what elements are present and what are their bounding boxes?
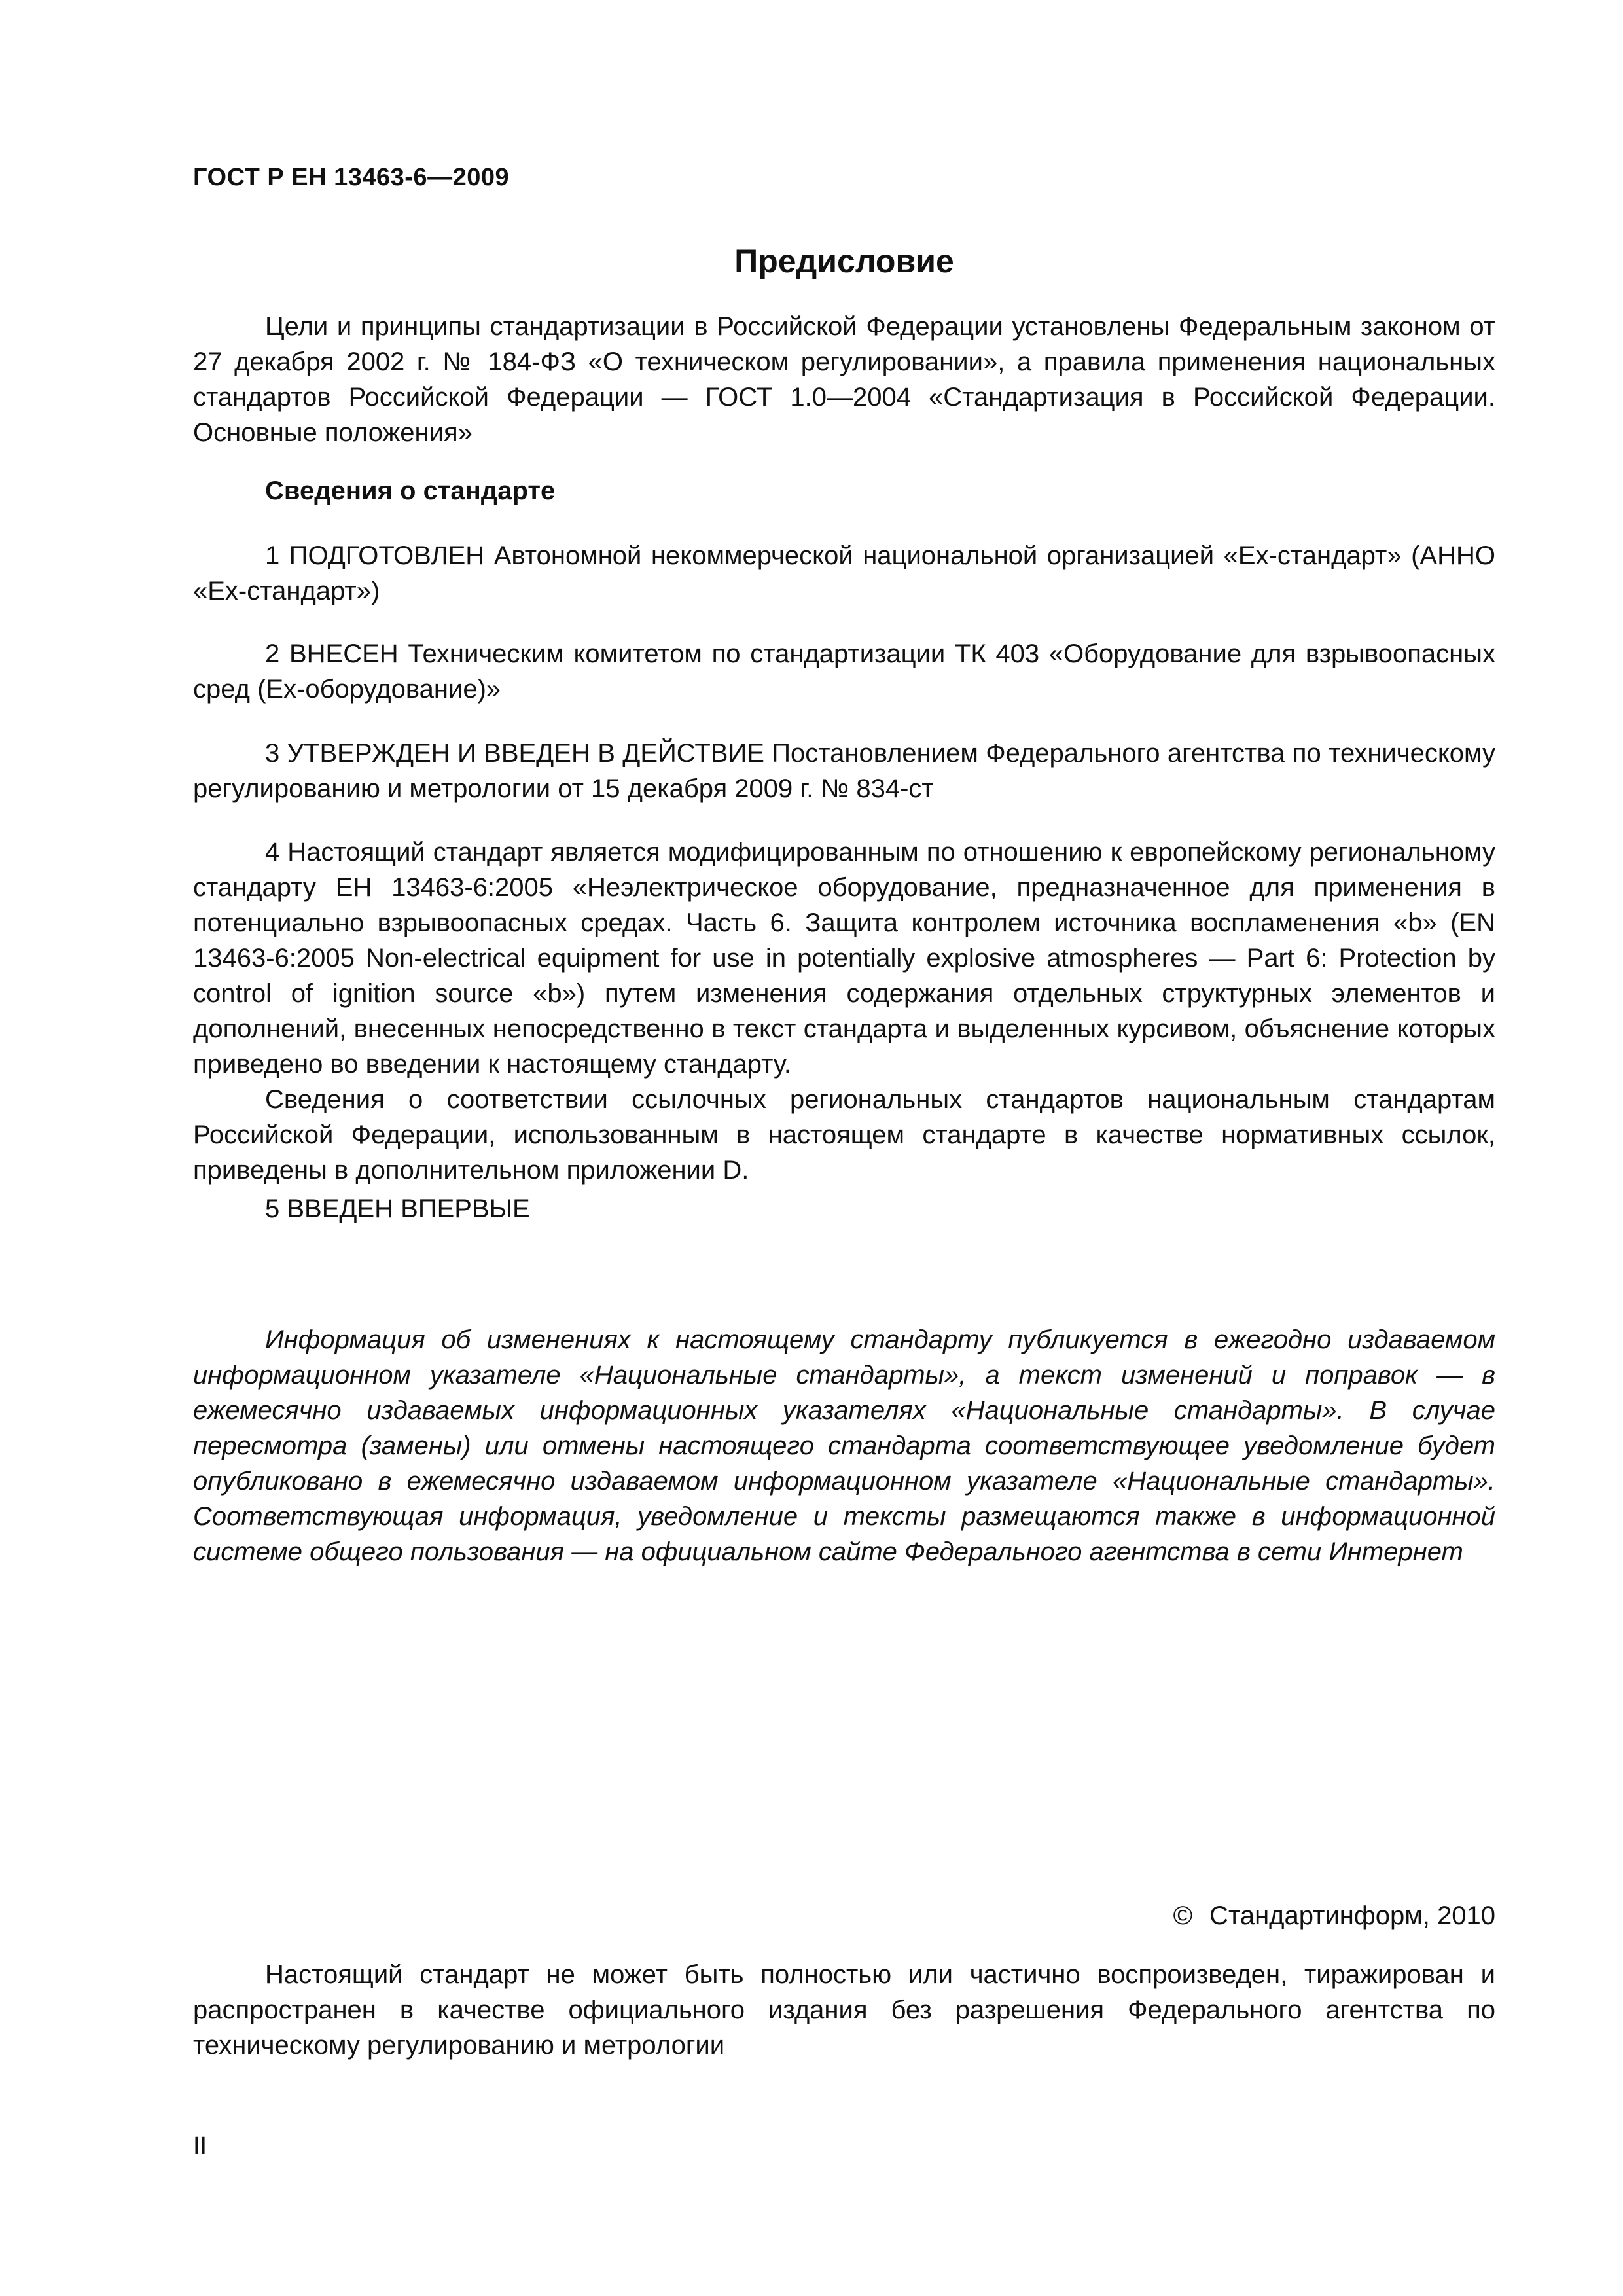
item-5-block [193, 1191, 1495, 1227]
copyright-line [1173, 1901, 1495, 1931]
changes-notice-block [193, 1322, 1495, 1570]
copyright-symbol: © [1173, 1901, 1193, 1930]
copyright-text: Стандартинформ, 2010 [1209, 1901, 1495, 1930]
item-1-block [193, 538, 1495, 609]
intro-block [193, 309, 1495, 450]
page-title: Предисловие [734, 243, 954, 279]
standard-info-heading: Сведения о стандарте [265, 476, 556, 505]
changes-notice-paragraph: Информация об изменениях к настоящему стандарту публикуется в ежегодно издаваемом информационном указателе «Национальные стандарты», а текст изменений и поправок — в ежемесячно издаваемых информационных указателях «Национальные стандарты». В случае пересмотра (замены) или отмены настоящего стандарта соответствующее уведомление будет опубликовано в ежемесячно издаваемом информационном указателе «Национальные стандарты». Соответствующая информация, уведомление и тексты размещаются также в информационной системе общего пользования — на официальном сайте Федерального агентства в сети Интернет [193, 1325, 1495, 1566]
document-code-header: ГОСТ Р ЕН 13463-6—2009 [193, 164, 510, 191]
item-2-paragraph: 2 ВНЕСЕН Техническим комитетом по стандартизации ТК 403 «Оборудование для взрывоопасных сред (Ех-оборудование)» [193, 639, 1495, 704]
item-4-paragraph: 4 Настоящий стандарт является модифицированным по отношению к европейскому региональному стандарту ЕН 13463-6:2005 «Неэлектрическое оборудование, предназначенное для применения в потенциально взрывоопасных средах. Часть 6. Защита контролем источника воспламенения «b» (EN 13463-6:2005 Non-electrical equipment for use in potentially explosive atmospheres — Part 6: Protection by control of ignition source «b») путем изменения содержания отдельных структурных элементов и дополнений, внесенных непосредственно в текст стандарта и выделенных курсивом, объяснение которых приведено во введении к настоящему стандарту. [193, 838, 1495, 1079]
reproduction-notice-paragraph: Настоящий стандарт не может быть полностью или частично воспроизведен, тиражирован и распространен в качестве официального издания без разрешения Федерального агентства по техническому регулированию и метрологии [193, 1960, 1495, 2060]
item-3-block [193, 736, 1495, 806]
item-4-references-paragraph: Сведения о соответствии ссылочных региональных стандартов национальным стандартам Российской Федерации, использованным в настоящем стандарте в качестве нормативных ссылок, приведены в дополнительном приложении D. [193, 1085, 1495, 1185]
reproduction-notice-block [193, 1957, 1495, 2063]
item-3-paragraph: 3 УТВЕРЖДЕН И ВВЕДЕН В ДЕЙСТВИЕ Постановлением Федерального агентства по техническому регулированию и метрологии от 15 декабря 2009 г. № 834-ст [193, 739, 1495, 803]
item-2-block [193, 636, 1495, 707]
item-4-block [193, 834, 1495, 1188]
item-1-paragraph: 1 ПОДГОТОВЛЕН Автономной некоммерческой национальной организацией «Ех-стандарт» (АННО «Ех-стандарт») [193, 541, 1495, 605]
intro-paragraph: Цели и принципы стандартизации в Российской Федерации установлены Федеральным законом от 27 декабря 2002 г. № 184-ФЗ «О техническом регулировании», а правила применения национальных стандартов Российской Федерации — ГОСТ 1.0—2004 «Стандартизация в Российской Федерации. Основные положения» [193, 312, 1495, 447]
item-5-paragraph: 5 ВВЕДЕН ВПЕРВЫЕ [265, 1194, 530, 1223]
page-number: II [193, 2132, 207, 2160]
